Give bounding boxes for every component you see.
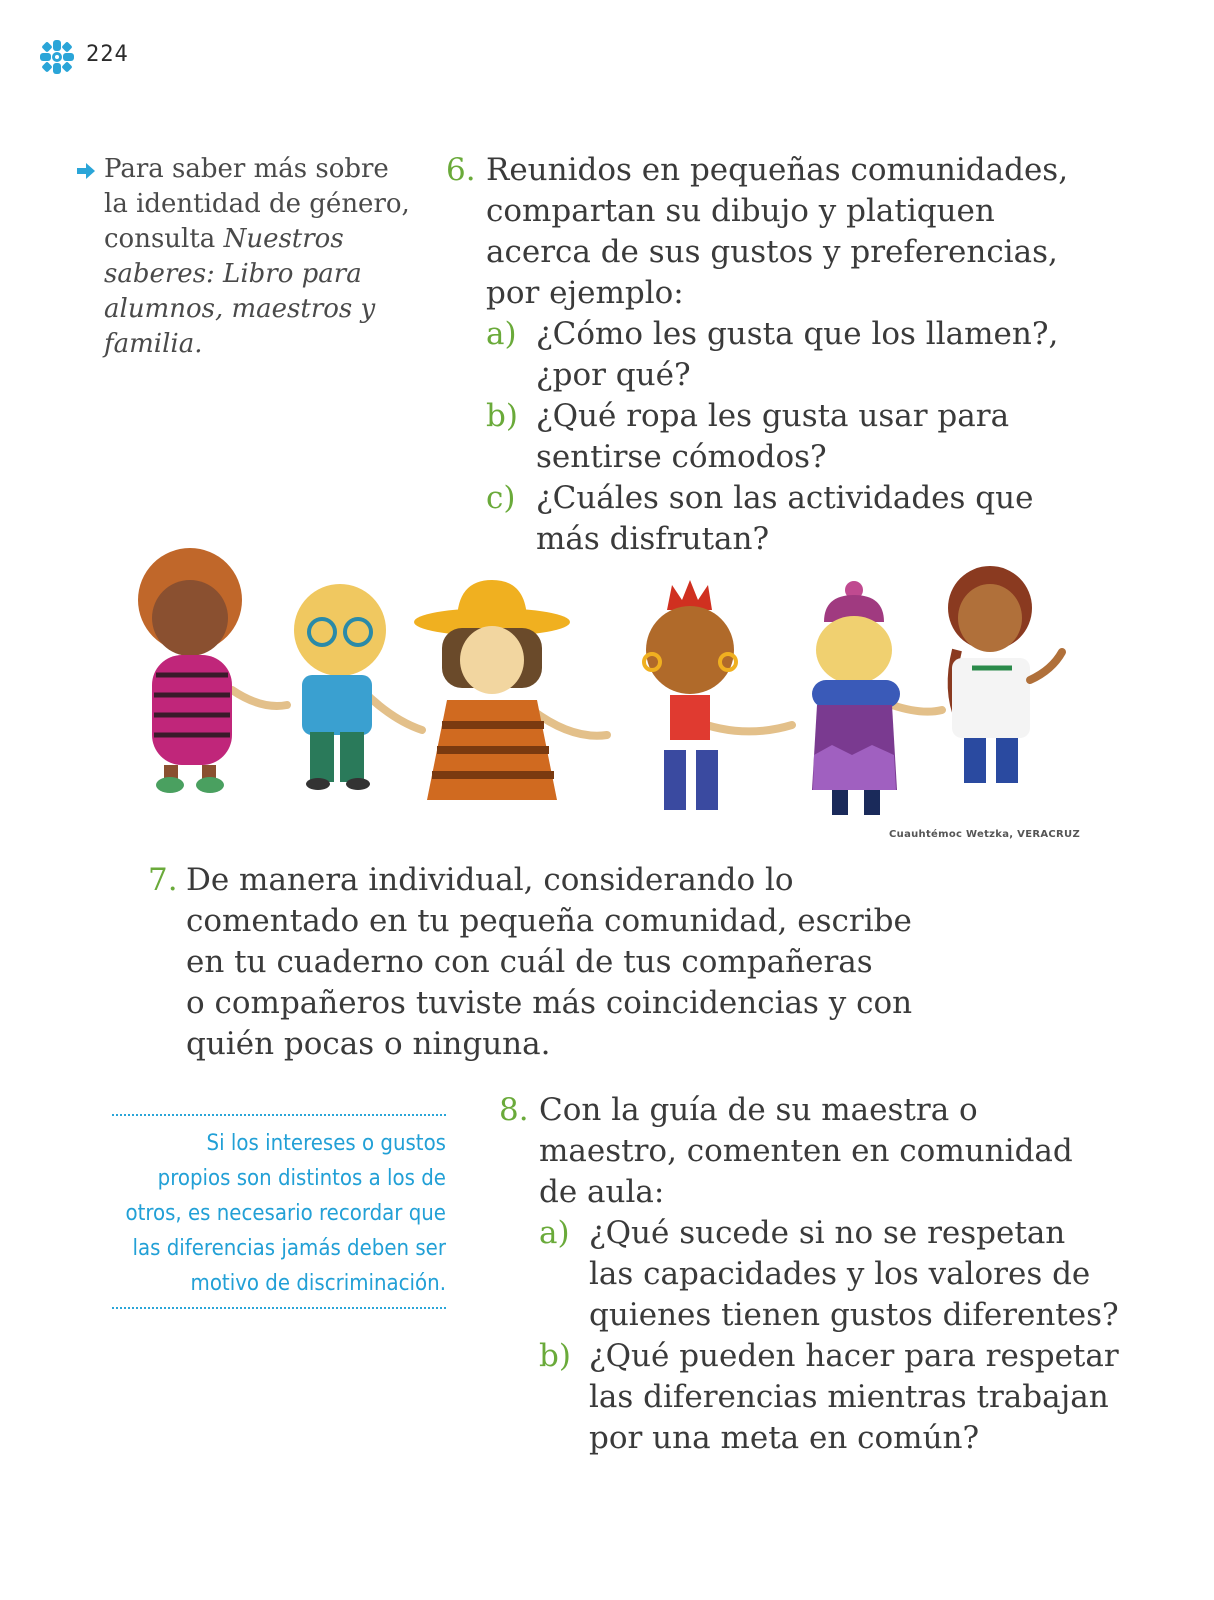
activity-line: Con la guía de su maestra o	[539, 1092, 978, 1128]
book-title-line: alumnos, maestros y	[104, 294, 376, 324]
callout-line: las diferencias jamás deben ser	[132, 1236, 446, 1261]
subitem-line: ¿Qué pueden hacer para respetar	[589, 1338, 1119, 1374]
book-title-line: familia.	[104, 329, 203, 359]
activity-number: 6.	[446, 152, 476, 188]
callout-box	[112, 1114, 446, 1309]
child-figure	[294, 584, 386, 790]
activity-line: en tu cuaderno con cuál de tus compañeras	[186, 944, 873, 980]
activity-line: compartan su dibujo y platiquen	[486, 193, 995, 229]
subitem-line: ¿Cómo les gusta que los llamen?,	[536, 316, 1059, 352]
activity-body	[486, 150, 1068, 560]
child-figure	[948, 566, 1062, 783]
subitem-line: las capacidades y los valores de	[589, 1256, 1091, 1292]
child-figure	[812, 581, 900, 815]
subitem-letter: b)	[539, 1338, 571, 1374]
illustration-credit: Cuauhtémoc Wetzka, VERACRUZ	[889, 829, 1080, 840]
side-note-line: la identidad de género,	[104, 189, 410, 219]
activity-line: Reunidos en pequeñas comunidades,	[486, 152, 1069, 188]
side-note-line	[104, 222, 416, 257]
subitem-a	[539, 1213, 1119, 1336]
page-number: 224	[86, 42, 129, 67]
activity-line: o compañeros tuviste más coincidencias y con	[186, 985, 913, 1021]
callout-line: Si los intereses o gustos	[206, 1131, 446, 1156]
subitem-b	[539, 1336, 1119, 1459]
side-note-text	[104, 152, 416, 362]
subitem-line: por una meta en común?	[589, 1420, 980, 1456]
arrow-right-icon	[76, 156, 96, 176]
subitem-letter: b)	[486, 398, 518, 434]
flower-logo-icon	[38, 38, 76, 76]
subitem-line: las diferencias mientras trabajan	[589, 1379, 1109, 1415]
subitem-line: ¿Qué ropa les gusta usar para	[536, 398, 1010, 434]
callout-line: propios son distintos a los de	[157, 1166, 446, 1191]
activity-body	[186, 860, 912, 1065]
side-note-text-part: consulta	[104, 224, 224, 254]
subitem-line: quienes tienen gustos diferentes?	[589, 1297, 1119, 1333]
activity-body	[539, 1090, 1119, 1459]
subitem-line: sentirse cómodos?	[536, 439, 827, 475]
child-figure	[414, 580, 570, 800]
subitem-line: más disfrutan?	[536, 521, 770, 557]
callout-line: otros, es necesario recordar que	[125, 1201, 446, 1226]
subitem-line: ¿Cuáles son las actividades que	[536, 480, 1034, 516]
activity-line: maestro, comenten en comunidad	[539, 1133, 1073, 1169]
book-title-part: Nuestros	[223, 224, 344, 254]
activity-line: acerca de sus gustos y preferencias,	[486, 234, 1058, 270]
subitem-line: ¿por qué?	[536, 357, 691, 393]
activity-line: por ejemplo:	[486, 275, 684, 311]
activity-line: de aula:	[539, 1174, 665, 1210]
activity-line: quién pocas o ninguna.	[186, 1026, 551, 1062]
book-title-line: saberes: Libro para	[104, 259, 362, 289]
activity-number: 7.	[148, 862, 178, 898]
children-holding-hands-illustration	[112, 540, 1102, 840]
subitem-a	[486, 314, 1068, 396]
activity-line: De manera individual, considerando lo	[186, 862, 794, 898]
activity-number: 8.	[499, 1092, 529, 1128]
subitem-letter: a)	[539, 1215, 570, 1251]
side-note	[76, 152, 416, 362]
subitem-line: ¿Qué sucede si no se respetan	[589, 1215, 1066, 1251]
subitem-letter: c)	[486, 480, 516, 516]
subitem-letter: a)	[486, 316, 517, 352]
subitem-b	[486, 396, 1068, 478]
side-note-line: Para saber más sobre	[104, 154, 389, 184]
callout-line: motivo de discriminación.	[190, 1271, 446, 1296]
child-figure	[644, 580, 736, 810]
activity-line: comentado en tu pequeña comunidad, escribe	[186, 903, 912, 939]
child-figure	[138, 548, 242, 793]
